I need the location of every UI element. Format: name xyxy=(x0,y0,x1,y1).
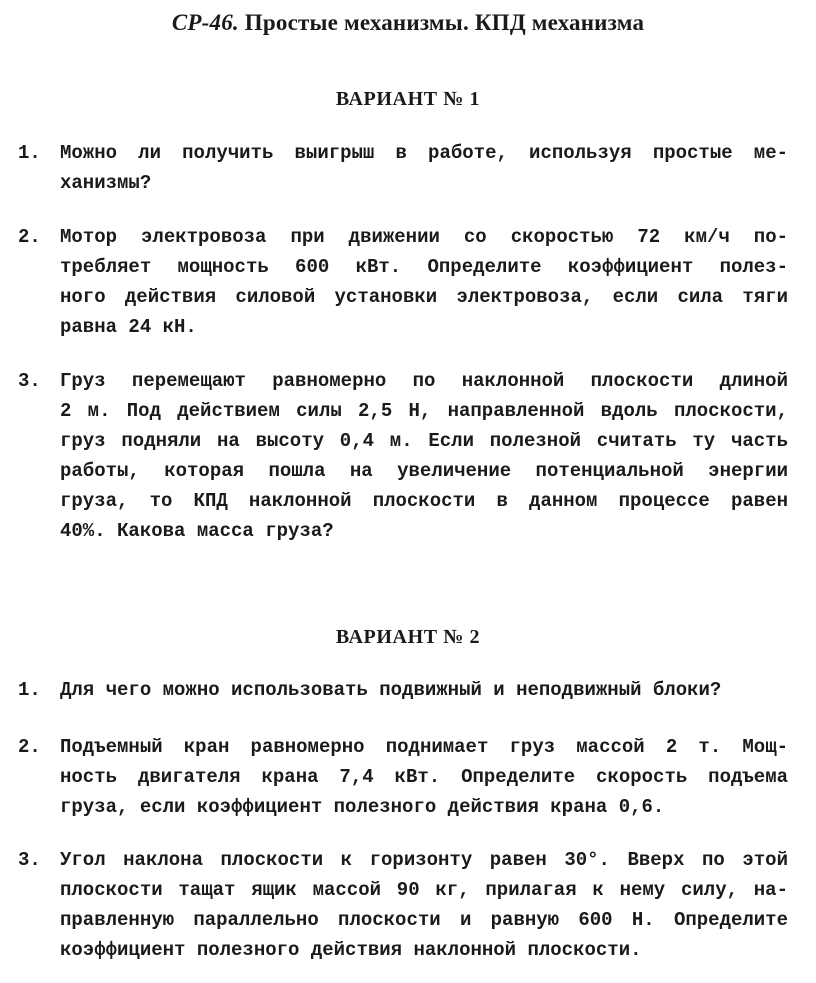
task-line: 40%. Какова масса груза? xyxy=(60,520,334,542)
task-line: равна 24 кН. xyxy=(60,316,197,338)
page-title xyxy=(0,10,816,36)
task-number: 2. xyxy=(18,736,41,758)
variant-1-task-3 xyxy=(18,366,788,546)
task-line: Мотор электровоза при движении со скоростью 72 км/ч по- xyxy=(60,226,788,248)
title-text: Простые механизмы. КПД механизма xyxy=(244,10,645,35)
task-line: груз подняли на высоту 0,4 м. Если полезной считать ту часть xyxy=(60,430,788,452)
variant-2-task-3 xyxy=(18,845,788,965)
task-line: Можно ли получить выигрыш в работе, используя простые ме- xyxy=(60,142,788,164)
task-number: 3. xyxy=(18,370,41,392)
task-line: требляет мощность 600 кВт. Определите коэффициент полез- xyxy=(60,256,788,278)
variant-1-task-1 xyxy=(18,138,788,198)
variant-2-task-2 xyxy=(18,732,788,822)
task-number: 1. xyxy=(18,142,41,164)
task-line: Для чего можно использовать подвижный и неподвижный блоки? xyxy=(60,679,722,701)
task-line: правленную параллельно плоскости и равную 600 Н. Определите xyxy=(60,909,788,931)
variant-1-heading: ВАРИАНТ № 1 xyxy=(335,88,481,110)
variant-2-task-1 xyxy=(18,675,788,705)
task-line: груза, то КПД наклонной плоскости в данном процессе равен xyxy=(60,490,788,512)
title-code: СР-46. xyxy=(171,10,239,35)
task-number: 3. xyxy=(18,849,41,871)
variant-1-task-2 xyxy=(18,222,788,342)
task-line: работы, которая пошла на увеличение потенциальной энергии xyxy=(60,460,788,482)
task-line: коэффициент полезного действия наклонной плоскости. xyxy=(60,939,642,961)
task-line: Груз перемещают равномерно по наклонной плоскости длиной xyxy=(60,370,788,392)
task-line: плоскости тащат ящик массой 90 кг, прилагая к нему силу, на- xyxy=(60,879,788,901)
task-line: Угол наклона плоскости к горизонту равен 30°. Вверх по этой xyxy=(60,849,788,871)
task-number: 1. xyxy=(18,679,41,701)
task-line: груза, если коэффициент полезного действия крана 0,6. xyxy=(60,796,665,818)
task-number: 2. xyxy=(18,226,41,248)
variant-2-heading: ВАРИАНТ № 2 xyxy=(335,626,481,648)
task-line: ханизмы? xyxy=(60,172,152,194)
task-line: Подъемный кран равномерно поднимает груз массой 2 т. Мощ- xyxy=(60,736,788,758)
task-line: ного действия силовой установки электровоза, если сила тяги xyxy=(60,286,788,308)
task-line: ность двигателя крана 7,4 кВт. Определите скорость подъема xyxy=(60,766,788,788)
task-line: 2 м. Под действием силы 2,5 Н, направленной вдоль плоскости, xyxy=(60,400,788,422)
